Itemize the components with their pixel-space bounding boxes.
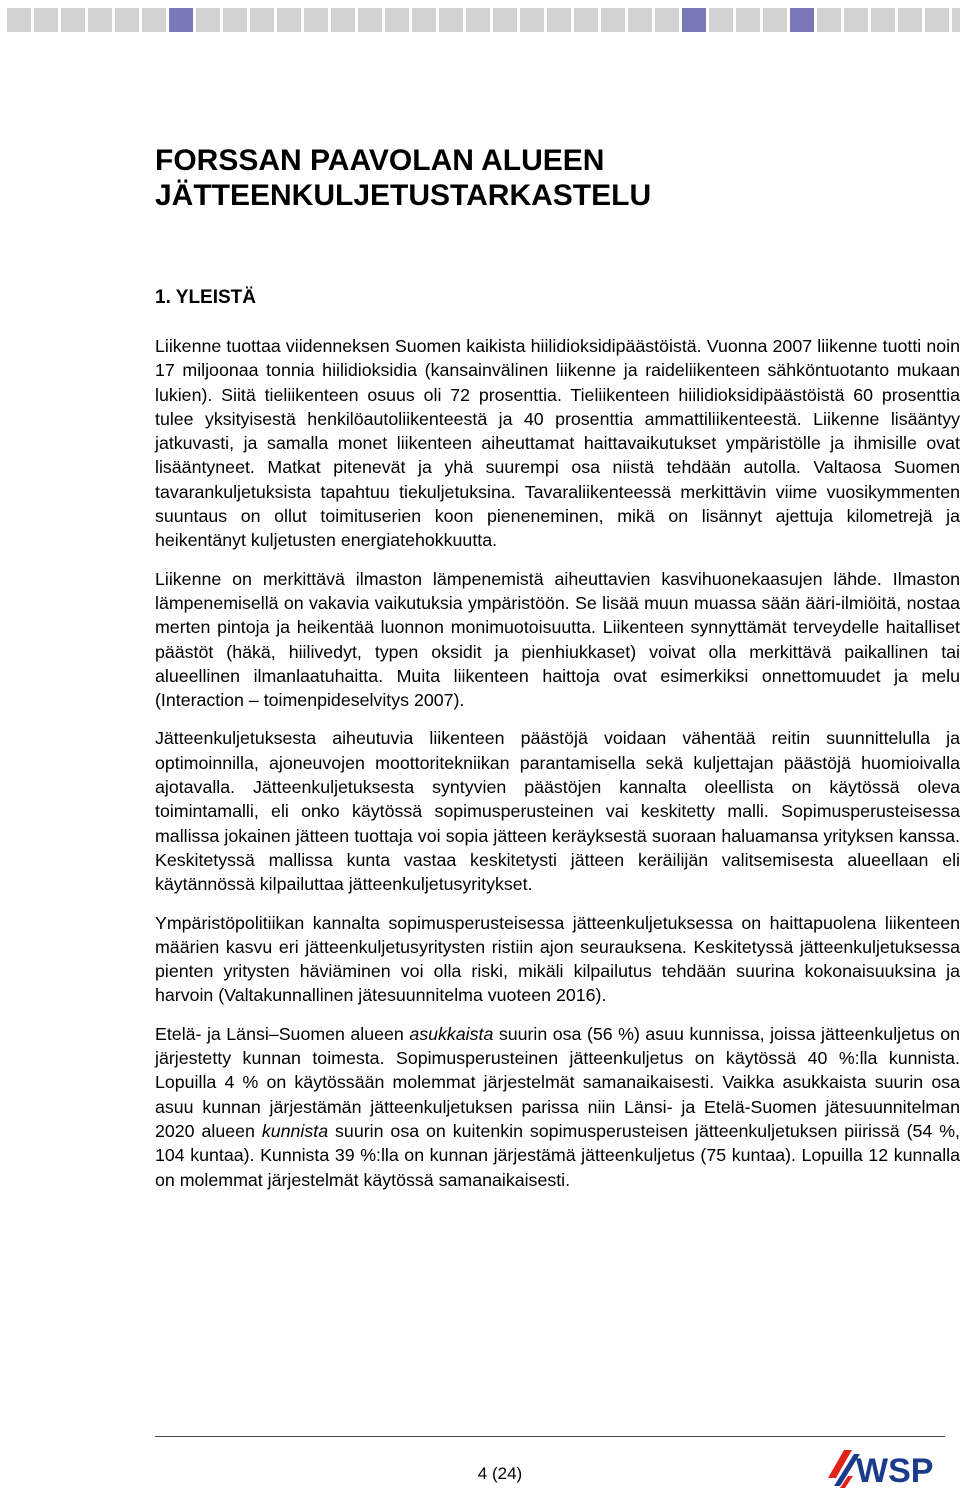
header-square [250, 8, 274, 32]
header-square [196, 8, 220, 32]
title-line-2: JÄTTEENKULJETUSTARKASTELU [155, 179, 652, 212]
header-square [223, 8, 247, 32]
page-number: 4 (24) [477, 1464, 523, 1483]
emphasis-asukkaista: asukkaista [409, 1023, 494, 1044]
header-square [952, 8, 960, 32]
header-square [358, 8, 382, 32]
logo-text: WSP [856, 1452, 934, 1490]
paragraph-1: Liikenne tuottaa viidenneksen Suomen kaikista hiilidioksidipäästöistä. Vuonna 2007 liikenne tuotti noin 17 miljoonaa tonnia hiilidioksidia (kansainvälinen liikenne ja raideliikenteen sähköntuotanto mukaan lukien). Siitä tieliikenteen osuus oli 72 prosenttia. Tieliikenteen hiilidioksidipäästöistä 60 prosenttia tulee yksityisestä henkilöautoliikenteestä ja 40 prosenttia ammattiliikenteestä. Liikenne lisääntyy jatkuvasti, ja samalla monet liikenteen aiheuttamat haittavaikutukset ympäristölle ja ihmisille ovat lisääntyneet. Matkat pitenevät ja yhä suurempi osa niistä tehdään autolla. Valtaosa Suomen tavarankuljetuksista tapahtuu tiekuljetuksina. Tavaraliikenteessä merkittävin viime vuosikymmenten suuntaus on ollut toimituserien koon pieneneminen, mikä on lisännyt ajettuja kilometrejä ja heikentänyt kuljetusten energiatehokkuutta. [155, 336, 960, 551]
emphasis-kunnista: kunnista [261, 1120, 329, 1141]
header-square [520, 8, 544, 32]
header-square [709, 8, 733, 32]
header-decoration-squares [0, 8, 960, 32]
header-square [682, 8, 706, 32]
paragraph-4: Ympäristöpolitiikan kannalta sopimusperusteisessa jätteenkuljetuksessa on haittapuolena liikenteen määrien kasvu eri jätteenkuljetusyritysten ristiin ajon seurauksena. Keskitetyssä jätteenkuljetuksessa pienten yritysten häviäminen voi olla riski, mikäli kilpailutus tehdään suurina kokonaisuuksina ja harvoin (Valtakunnallinen jätesuunnitelma vuoteen 2016). [155, 912, 960, 1006]
header-square [493, 8, 517, 32]
header-square [142, 8, 166, 32]
footer-divider [155, 1436, 945, 1437]
paragraph-2: Liikenne on merkittävä ilmaston lämpenemistä aiheuttavien kasvihuonekaasujen lähde. Ilmaston lämpenemisellä on vakavia vaikutuksia ympäristöön. Se lisää muun muassa sään ääri-ilmiöitä, nostaa merten pintoja ja heikentää luonnon monimuotoisuutta. Liikenteen synnyttämät terveydelle haitalliset päästöt (häkä, hiilivedyt, typen oksidit ja pienhiukkaset) voivat olla merkittävä paikallinen tai alueellinen ilmanlaatuhaitta. Muita liikenteen haittoja ovat esimerkiksi onnettomuudet ja melu (Interaction – toimenpideselvitys 2007). [155, 568, 960, 711]
wsp-logo [826, 1446, 950, 1490]
header-square [763, 8, 787, 32]
header-square [169, 8, 193, 32]
header-square [115, 8, 139, 32]
header-square [655, 8, 679, 32]
header-square [88, 8, 112, 32]
header-square [61, 8, 85, 32]
header-square [925, 8, 949, 32]
paragraph-5: Etelä- ja Länsi–Suomen alueen asukkaista suurin osa (56 %) asuu kunnissa, joissa jätteenkuljetus on järjestetty kunnan toimesta. Sopimusperusteinen jätteenkuljetus on käytössä 40 %:lla kunnista. Lopuilla 4 % on käytössään molemmat järjestelmät samanaikaisesti. Vaikka asukkaista suurin osa asuu kunnan järjestämän jätteenkuljetuksen parissa niin Länsi- ja Etelä-Suomen jätesuunnitelman 2020 alueen kunnista suurin osa on kuitenkin sopimusperusteisen jätteenkuljetuksen piirissä (54 %, 104 kuntaa). Kunnista 39 %:lla on kunnan järjestämä jätteenkuljetus (75 kuntaa). Lopuilla 12 kunnalla on molemmat järjestelmät käytössä samanaikaisesti. [155, 1023, 960, 1190]
header-square [898, 8, 922, 32]
title-line-1: FORSSAN PAAVOLAN ALUEEN [155, 144, 605, 177]
header-square [34, 8, 58, 32]
header-square [871, 8, 895, 32]
header-square [304, 8, 328, 32]
header-square [385, 8, 409, 32]
header-square [7, 8, 31, 32]
header-square [736, 8, 760, 32]
header-square [601, 8, 625, 32]
header-square [412, 8, 436, 32]
header-square [439, 8, 463, 32]
header-square [817, 8, 841, 32]
header-square [844, 8, 868, 32]
document-title [155, 143, 915, 213]
header-square [466, 8, 490, 32]
header-square [574, 8, 598, 32]
header-square [547, 8, 571, 32]
header-square [790, 8, 814, 32]
header-square [277, 8, 301, 32]
body-text [155, 334, 960, 1206]
header-square [628, 8, 652, 32]
section-heading: 1. YLEISTÄ [155, 287, 257, 308]
paragraph-3: Jätteenkuljetuksesta aiheutuvia liikenteen päästöjä voidaan vähentää reitin suunnittelulla ja optimoinnilla, ajoneuvojen moottoritekniikan parantamisella sekä kuljettajan päästöjä huomioivalla ajotavalla. Jätteenkuljetuksesta syntyvien päästöjen kannalta oleellista on käytössä oleva toimintamalli, eli onko käytössä sopimusperusteinen vai keskitetty malli. Sopimusperusteisessa mallissa jokainen jätteen tuottaja voi sopia jätteen keräyksestä suoraan haluamansa yrityksen kanssa. Keskitetyssä mallissa kunta vastaa keskitetysti jätteen keräilijän valitsemisesta alueellaan eli käytännössä kilpailuttaa jätteenkuljetusyritykset. [155, 728, 960, 895]
header-square [331, 8, 355, 32]
